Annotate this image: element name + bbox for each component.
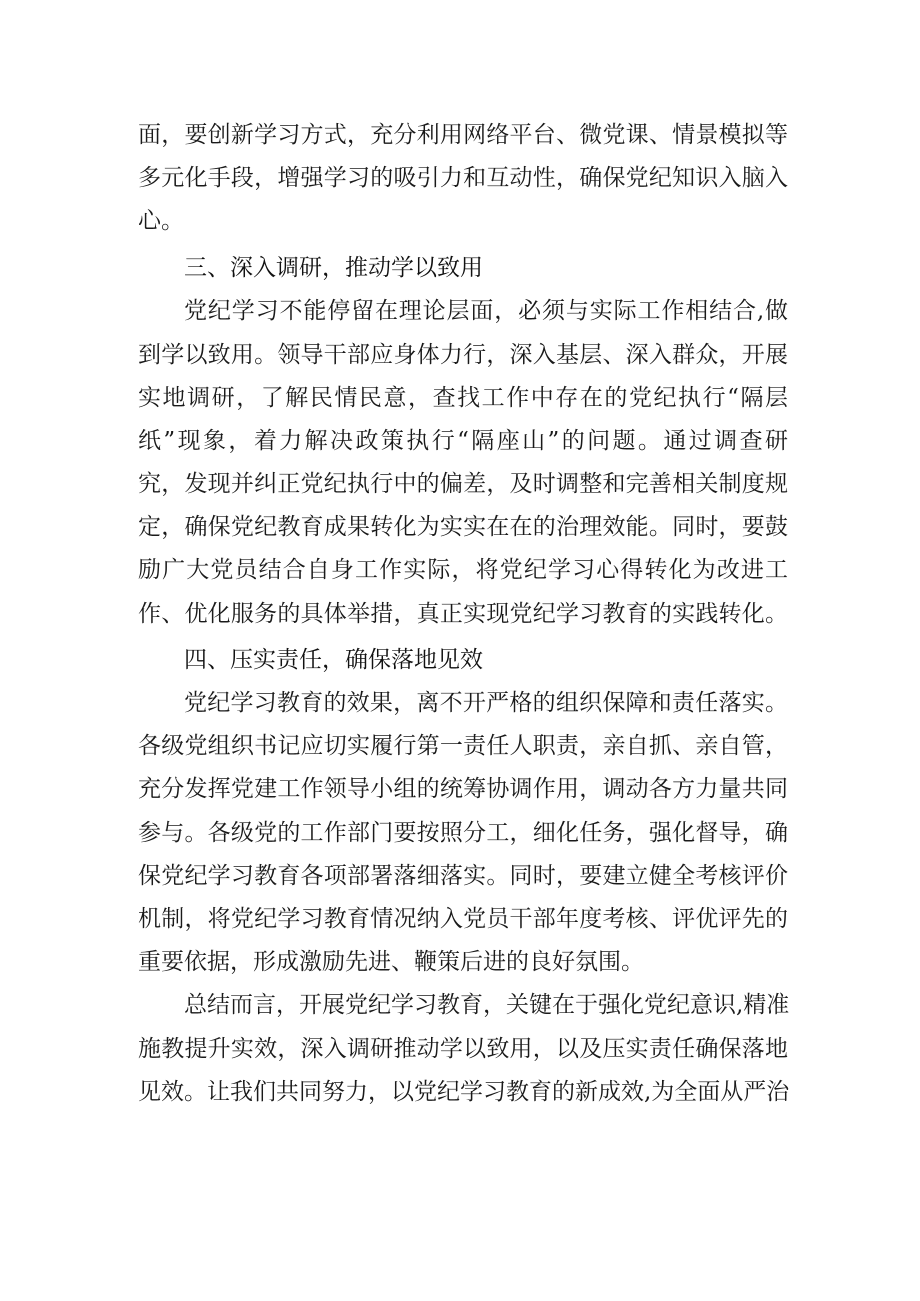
paragraph-1-line-3: 心。 xyxy=(138,208,184,234)
paragraph-4-line-2: 各级党组织书记应切实履行第一责任人职责，亲自抓、亲自管， xyxy=(138,733,788,759)
paragraph-3-line-5: 究，发现并纠正党纪执行中的偏差，及时调整和完善相关制度规 xyxy=(138,471,788,497)
section-heading-3: 三、深入调研，推动学以致用 xyxy=(184,255,483,281)
paragraph-5-line-2: 施教提升实效，深入调研推动学以致用，以及压实责任确保落地 xyxy=(138,1036,788,1062)
paragraph-5-line-1: 总结而言，开展党纪学习教育，关键在于强化党纪意识,精准 xyxy=(184,992,790,1018)
paragraph-4-line-3: 充分发挥党建工作领导小组的统筹协调作用，调动各方力量共同 xyxy=(138,776,788,802)
paragraph-4-line-7: 重要依据，形成激励先进、鞭策后进的良好氛围。 xyxy=(138,949,644,975)
paragraph-4-line-6: 机制，将党纪学习教育情况纳入党员干部年度考核、评优评先的 xyxy=(138,906,788,932)
paragraph-3-line-6: 定，确保党纪教育成果转化为实实在在的治理效能。同时，要鼓 xyxy=(138,514,788,540)
paragraph-3-line-1: 党纪学习不能停留在理论层面，必须与实际工作相结合,做 xyxy=(184,298,788,324)
paragraph-3-line-3: 实地调研，了解民情民意，查找工作中存在的党纪执行“隔层 xyxy=(138,385,788,411)
paragraph-4-line-1: 党纪学习教育的效果，离不开严格的组织保障和责任落实。 xyxy=(184,690,788,716)
paragraph-4-line-4: 参与。各级党的工作部门要按照分工，细化任务，强化督导，确 xyxy=(138,820,788,846)
paragraph-5-line-3: 见效。让我们共同努力，以党纪学习教育的新成效,为全面从严治 xyxy=(138,1079,790,1105)
paragraph-4-line-5: 保党纪学习教育各项部署落细落实。同时，要建立健全考核评价 xyxy=(138,863,788,889)
paragraph-3-line-8: 作、优化服务的具体举措，真正实现党纪学习教育的实践转化。 xyxy=(138,601,788,627)
paragraph-3-line-2: 到学以致用。领导干部应身体力行，深入基层、深入群众，开展 xyxy=(138,342,788,368)
paragraph-3-line-7: 励广大党员结合自身工作实际，将党纪学习心得转化为改进工 xyxy=(138,557,788,583)
paragraph-3-line-4: 纸”现象，着力解决政策执行“隔座山”的问题。通过调查研 xyxy=(138,428,788,454)
paragraph-1-line-2: 多元化手段，增强学习的吸引力和互动性，确保党纪知识入脑入 xyxy=(138,165,788,191)
section-heading-4: 四、压实责任，确保落地见效 xyxy=(184,647,483,673)
paragraph-1-line-1: 面，要创新学习方式，充分利用网络平台、微党课、情景模拟等 xyxy=(138,122,788,148)
